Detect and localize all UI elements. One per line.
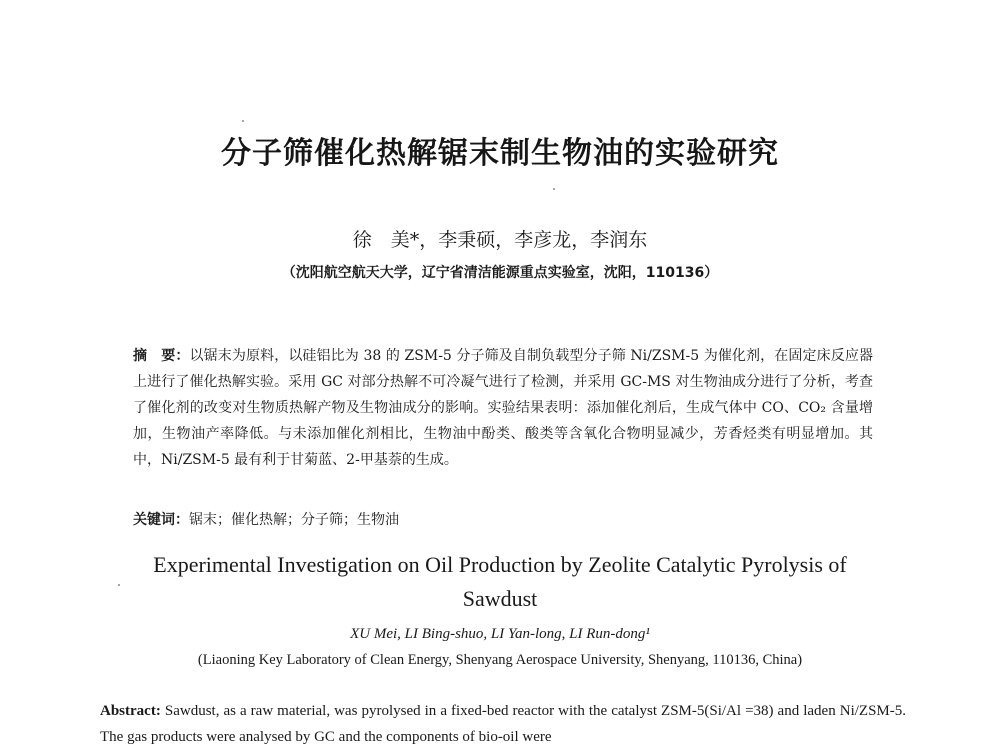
chinese-abstract-label: 摘 要： (133, 348, 190, 364)
english-abstract-text: Sawdust, as a raw material, was pyrolysed in a fixed-bed reactor with the catalyst ZSM-5(Si/Al =38) and laden Ni/ZSM-5. The gas products were analysed by GC and the components of bio-oil were (100, 703, 906, 745)
english-title: Experimental Investigation on Oil Production by Zeolite Catalytic Pyrolysis of Sawdust (153, 552, 847, 611)
scan-speck (242, 120, 244, 122)
chinese-keywords-text: 锯末；催化热解；分子筛；生物油 (189, 512, 399, 528)
chinese-abstract-text: 以锯末为原料，以硅铝比为 38 的 ZSM-5 分子筛及自制负载型分子筛 Ni/ZSM-5 为催化剂，在固定床反应器上进行了催化热解实验。采用 GC 对部分热解不可冷凝气进行了检测，并采用 GC-MS 对生物油成分进行了分析，考查了催化剂的改变对生物质热解产物及生物油成分的影响。实验结果表明：添加催化剂后，生成气体中 CO、CO₂ 含量增加，生物油产率降低。与未添加催化剂相比，生物油中酚类、酸类等含氧化合物明显减少，芳香烃类有明显增加。其中，Ni/ZSM-5 最有利于甘菊蓝、2-甲基萘的生成。 (133, 348, 874, 468)
english-abstract-label: Abstract: (100, 703, 161, 719)
chinese-authors: 徐 美*，李秉硕，李彦龙，李润东 (352, 229, 648, 251)
english-abstract (100, 698, 906, 750)
chinese-affiliation: （沈阳航空航天大学，辽宁省清洁能源重点实验室，沈阳，110136） (281, 265, 719, 281)
english-authors: XU Mei, LI Bing-shuo, LI Yan-long, LI Run-dong¹ (350, 626, 650, 642)
scan-speck (553, 188, 555, 190)
chinese-abstract (133, 343, 873, 473)
chinese-keywords (133, 508, 873, 532)
english-affiliation: (Liaoning Key Laboratory of Clean Energy, Shenyang Aerospace University, Shenyang, 110136, China) (197, 652, 803, 668)
chinese-keywords-label: 关键词： (133, 512, 189, 528)
chinese-title: 分子筛催化热解锯末制生物油的实验研究 (221, 136, 779, 171)
